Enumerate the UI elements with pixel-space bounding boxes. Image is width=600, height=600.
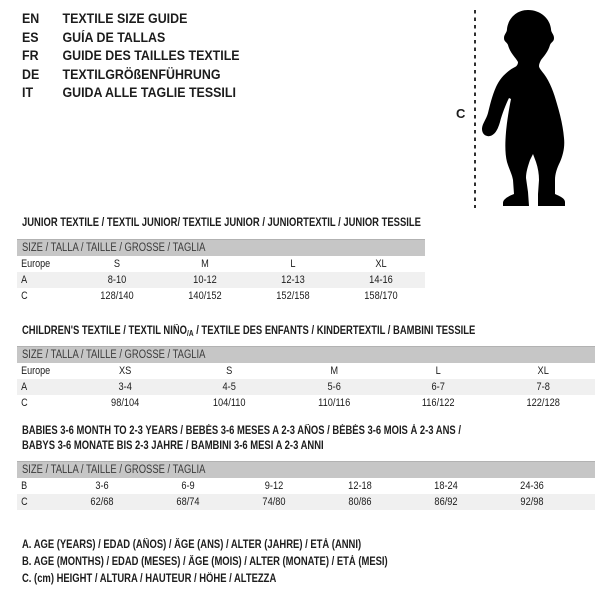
table-cell: 5-6 xyxy=(327,381,341,393)
table-cell: L xyxy=(290,258,296,270)
row-label: Europe xyxy=(21,365,51,377)
table-cell: XS xyxy=(119,365,132,377)
row-label: Europe xyxy=(21,258,51,270)
table-row-europe xyxy=(17,256,425,272)
table-cell: 92/98 xyxy=(520,496,544,508)
row-label: C xyxy=(21,290,28,302)
language-code: EN xyxy=(22,11,40,26)
children-title-subscript: /A xyxy=(187,329,194,338)
size-header-band xyxy=(17,346,595,363)
footnote-b: B. AGE (MONTHS) / EDAD (MESES) / ÂGE (MOIS) / ALTER (MONATE) / ETÀ (MESI) xyxy=(22,556,388,568)
language-title: TEXTILE SIZE GUIDE xyxy=(62,11,188,26)
table-cell: 152/158 xyxy=(276,290,310,302)
table-cell: 158/170 xyxy=(364,290,398,302)
table-cell: S xyxy=(226,365,233,377)
row-label: C xyxy=(21,397,28,409)
size-header-band xyxy=(17,239,425,256)
table-cell: 10-12 xyxy=(193,274,217,286)
height-measure-label: C xyxy=(456,106,466,121)
row-label: B xyxy=(21,480,28,492)
language-line-it xyxy=(22,84,240,103)
table-cell: 68/74 xyxy=(176,496,200,508)
table-cell: XL xyxy=(375,258,387,270)
table-cell: 12-18 xyxy=(348,480,372,492)
row-label: C xyxy=(21,496,28,508)
children-table-title xyxy=(22,324,475,341)
language-title: TEXTILGRÖßENFÜHRUNG xyxy=(62,66,221,82)
babies-title-line1: BABIES 3-6 MONTH TO 2-3 YEARS / BEBÉS 3-6 MESES A 2-3 AÑOS / BÉBÉS 3-6 MOIS À 2-3 ANS / xyxy=(22,425,461,437)
table-row-height xyxy=(17,395,595,411)
table-cell: 62/68 xyxy=(90,496,114,508)
table-cell: 6-7 xyxy=(431,381,446,393)
language-title: GUÍA DE TALLAS xyxy=(62,29,166,45)
babies-title-line2: BABYS 3-6 MONATE BIS 2-3 JAHRE / BAMBINI 3-6 MESI A 2-3 ANNI xyxy=(22,440,324,452)
table-row-height xyxy=(17,288,425,304)
language-title: GUIDE DES TAILLES TEXTILE xyxy=(62,48,240,63)
size-header-label: SIZE / TALLA / TAILLE / GRÖSSE / TAGLIA xyxy=(22,242,206,254)
table-row-height xyxy=(17,494,595,510)
footnote-a: A. AGE (YEARS) / EDAD (AÑOS) / ÂGE (ANS) / ALTER (JAHRE) / ETÀ (ANNI) xyxy=(22,539,362,551)
table-cell: 74/80 xyxy=(262,496,286,508)
table-cell: 6-9 xyxy=(181,480,195,492)
children-title-part2: / TEXTILE DES ENFANTS / KINDERTEXTIL / BAMBINI TESSILE xyxy=(193,325,476,337)
table-row-months xyxy=(17,478,595,494)
babies-table-title xyxy=(22,424,557,454)
language-line-de xyxy=(22,66,240,85)
language-code: DE xyxy=(22,66,40,82)
table-cell: 80/86 xyxy=(348,496,372,508)
table-cell: M xyxy=(330,365,338,377)
language-title: GUIDA ALLE TAGLIE TESSILI xyxy=(62,85,236,100)
junior-table xyxy=(17,239,425,304)
footnotes xyxy=(22,537,468,588)
table-cell: 18-24 xyxy=(434,480,458,492)
row-label: A xyxy=(21,381,28,393)
language-title-list xyxy=(22,10,259,103)
table-cell: 122/128 xyxy=(526,397,560,409)
footnote-c: C. (cm) HEIGHT / ALTURA / HAUTEUR / HÖHE / ALTEZZA xyxy=(22,573,277,585)
table-cell: 104/110 xyxy=(213,397,246,409)
language-code: ES xyxy=(22,29,39,45)
table-row-age xyxy=(17,272,425,288)
toddler-silhouette xyxy=(480,8,580,208)
children-table xyxy=(17,346,595,411)
table-cell: L xyxy=(435,365,441,377)
language-line-fr xyxy=(22,47,240,66)
language-code: IT xyxy=(22,85,34,100)
table-cell: 24-36 xyxy=(520,480,544,492)
language-line-en xyxy=(22,10,240,29)
babies-table xyxy=(17,461,595,510)
table-cell: 128/140 xyxy=(100,290,134,302)
table-cell: 8-10 xyxy=(107,274,127,286)
table-cell: 98/104 xyxy=(111,397,140,409)
table-row-europe xyxy=(17,363,595,379)
children-title-part1: CHILDREN'S TEXTILE / TEXTIL NIÑO xyxy=(22,325,188,337)
table-cell: 7-8 xyxy=(536,381,550,393)
table-cell: M xyxy=(201,258,209,270)
table-cell: 9-12 xyxy=(264,480,284,492)
size-header-band xyxy=(17,461,595,478)
table-row-age xyxy=(17,379,595,395)
table-cell: 116/122 xyxy=(422,397,455,409)
language-code: FR xyxy=(22,48,39,63)
junior-table-title: JUNIOR TEXTILE / TEXTIL JUNIOR/ TEXTILE JUNIOR / JUNIORTEXTIL / JUNIOR TESSILE xyxy=(22,217,421,229)
row-label: A xyxy=(21,274,28,286)
table-cell: 4-5 xyxy=(222,381,237,393)
table-cell: 3-6 xyxy=(95,480,109,492)
size-header-label: SIZE / TALLA / TAILLE / GRÖSSE / TAGLIA xyxy=(22,349,206,361)
height-measure-dotted-line xyxy=(474,10,476,208)
language-line-es xyxy=(22,29,240,48)
table-cell: 110/116 xyxy=(317,397,351,409)
table-cell: 140/152 xyxy=(188,290,222,302)
table-cell: 12-13 xyxy=(281,274,305,286)
table-cell: 86/92 xyxy=(434,496,458,508)
table-cell: 14-16 xyxy=(369,274,393,286)
size-header-label: SIZE / TALLA / TAILLE / GRÖSSE / TAGLIA xyxy=(22,464,206,476)
table-cell: XL xyxy=(537,365,549,377)
table-cell: S xyxy=(113,258,121,270)
table-cell: 3-4 xyxy=(118,381,132,393)
